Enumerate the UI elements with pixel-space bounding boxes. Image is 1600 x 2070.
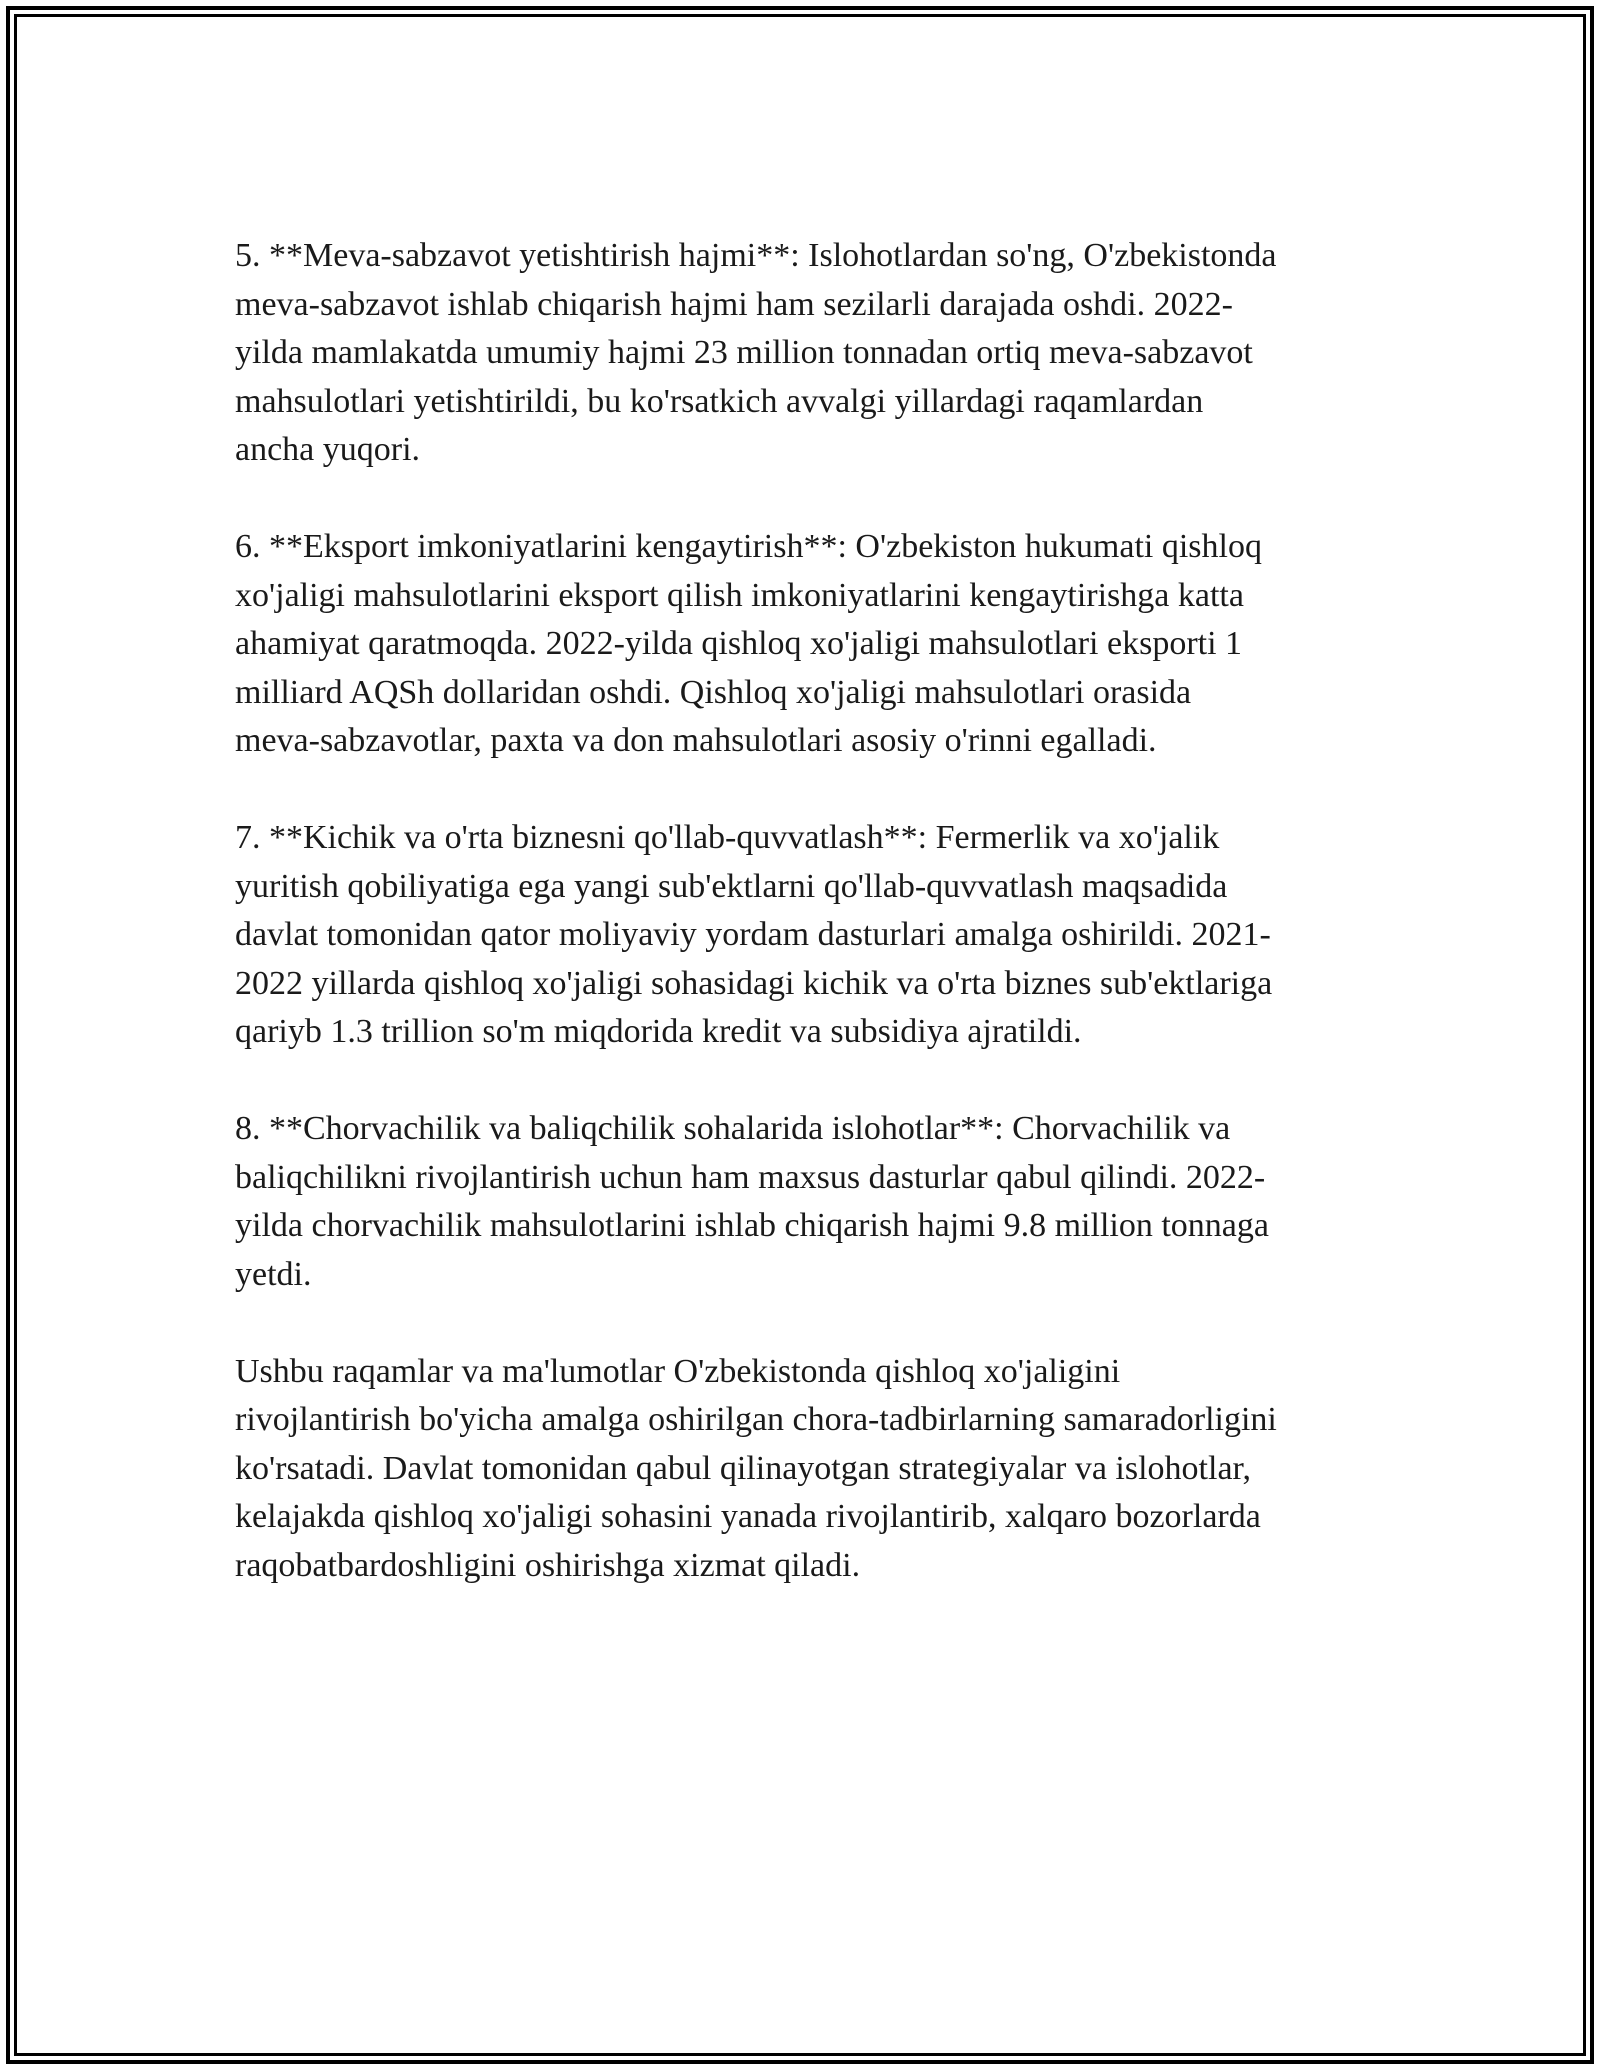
- paragraph-meva-sabzavot: 5. **Meva-sabzavot yetishtirish hajmi**: Islohotlardan so'ng, O'zbekistonda meva-sabzavot ishlab chiqarish hajmi ham sezilarli darajada oshdi. 2022- yilda mamlakatda umumiy hajmi 23 million tonnadan ortiq meva-sabzavot mahsulotlari yetishtirildi, bu ko'rsatkich avvalgi yillardagi raqamlardan ancha yuqori.: [235, 237, 1277, 468]
- paragraph-kichik-biznes: 7. **Kichik va o'rta biznesni qo'llab-quvvatlash**: Fermerlik va xo'jalik yuritish qobiliyatiga ega yangi sub'ektlarni qo'llab-quvvatlash maqsadida davlat tomonidan qator moliyaviy yordam dasturlari amalga oshirildi. 2021- 2022 yillarda qishloq xo'jaligi sohasidagi kichik va o'rta biznes sub'ektlariga qariyb 1.3 trillion so'm miqdorida kredit va subsidiya ajratildi.: [235, 819, 1273, 1050]
- paragraph-chorvachilik: 8. **Chorvachilik va baliqchilik sohalarida islohotlar**: Chorvachilik va baliqchilikni rivojlantirish uchun ham maxsus dasturlar qabul qilindi. 2022- yilda chorvachilik mahsulotlarini ishlab chiqarish hajmi 9.8 million tonnaga yetdi.: [235, 1110, 1269, 1293]
- paragraph-conclusion: Ushbu raqamlar va ma'lumotlar O'zbekistonda qishloq xo'jaligini rivojlantirish bo'yicha amalga oshirilgan chora-tadbirlarning samaradorligini ko'rsatadi. Davlat tomonidan qabul qilinayotgan strategiyalar va islohotlar, kelajakda qishloq xo'jaligi sohasini yanada rivojlantirib, xalqaro bozorlarda raqobatbardoshligini oshirishga xizmat qiladi.: [235, 1352, 1277, 1584]
- document-body: [235, 232, 1375, 1639]
- paragraph-eksport: 6. **Eksport imkoniyatlarini kengaytirish**: O'zbekiston hukumati qishloq xo'jaligi mahsulotlarini eksport qilish imkoniyatlarini kengaytirishga katta ahamiyat qaratmoqda. 2022-yilda qishloq xo'jaligi mahsulotlari eksporti 1 milliard AQSh dollaridan oshdi. Qishloq xo'jaligi mahsulotlari orasida meva-sabzavotlar, paxta va don mahsulotlari asosiy o'rinni egalladi.: [235, 528, 1262, 759]
